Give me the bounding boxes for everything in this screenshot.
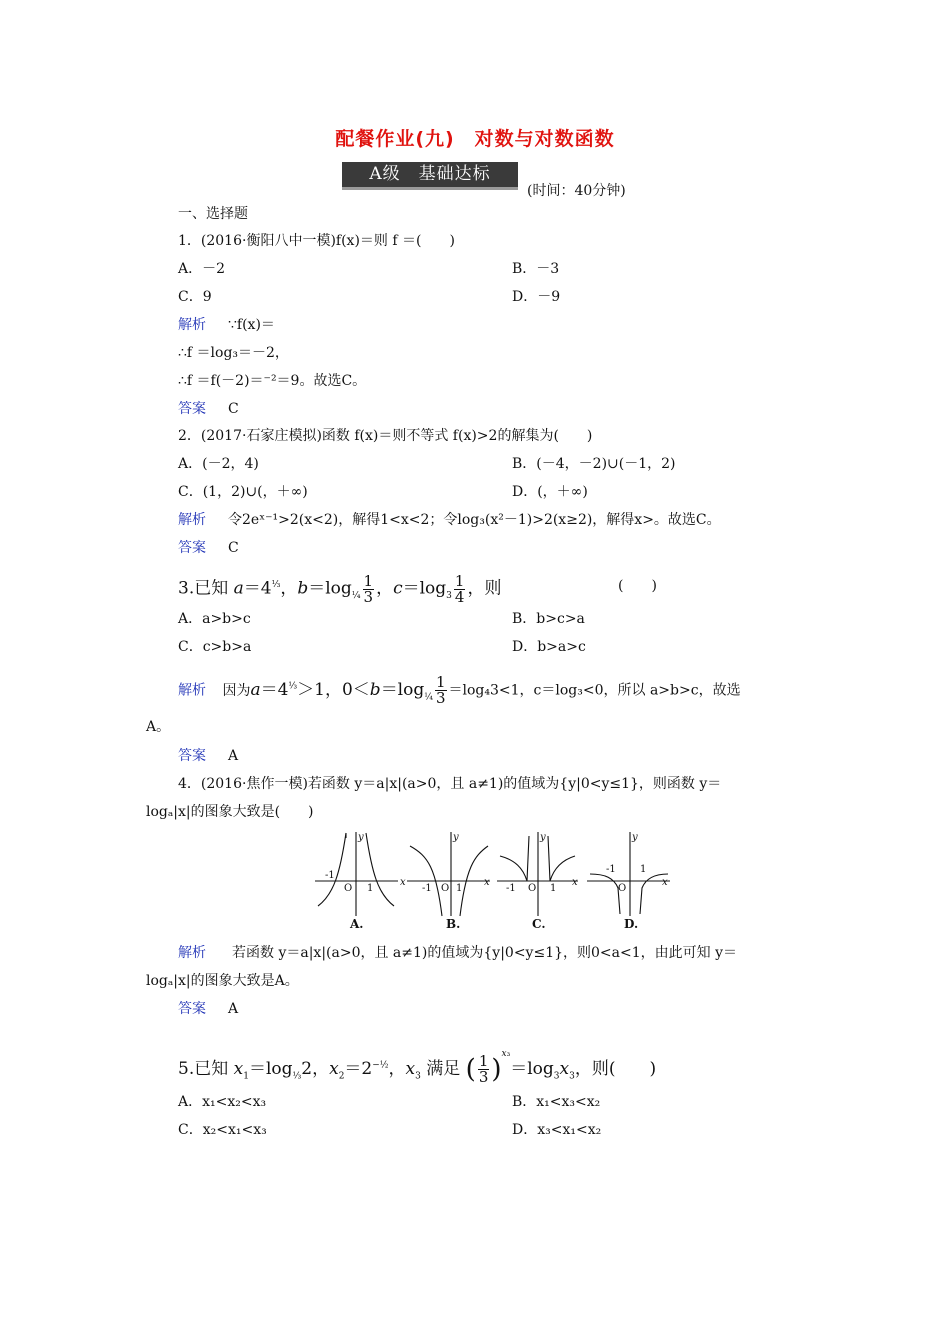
q1-answer: C — [228, 401, 239, 417]
q3-explanation-end: A。 — [146, 719, 171, 735]
svg-text:y: y — [632, 832, 638, 843]
q3-option-a: A．a>b>c — [178, 611, 251, 627]
svg-text:y: y — [540, 832, 546, 843]
q5-option-c: C．x₂<x₁<x₃ — [178, 1122, 267, 1138]
q5-stem-pre: 5.已知 — [178, 1059, 229, 1079]
q3-fraction-c: $\frac{1}{4}$ — [454, 571, 465, 606]
q1-explanation-label: 解析 — [178, 317, 206, 333]
svg-text:-1: -1 — [506, 883, 516, 894]
q3-option-c: C．c>b>a — [178, 639, 252, 655]
q1-option-d: D．－9 — [512, 289, 561, 305]
q1-option-b: B．－3 — [512, 261, 560, 277]
svg-text:O: O — [528, 883, 537, 894]
svg-text:1: 1 — [640, 864, 647, 875]
q2-answer-label: 答案 — [178, 540, 206, 556]
q3-stem: 3.已知 $a=4^{\frac{1}{3}}$，$b=\log_{\frac{1}{4}}$ $\frac{1}{3}$ ，$c=\log_3$ $\frac{1}{4}$ ，则 — [178, 571, 502, 606]
q5-stem-post: ，则( ) — [574, 1059, 657, 1079]
q4-stem-1: 4．(2016·焦作一模)若函数 y＝a|x|(a>0，且 a≠1)的值域为{y|0<y≤1}，则函数 y＝ — [178, 776, 722, 792]
q3-paren: ( ) — [618, 578, 657, 594]
q1-explanation-2: ∴f ＝log₃＝－2， — [178, 345, 289, 361]
q1-stem: 1．(2016·衡阳八中一模)f(x)＝则 f ＝( ) — [178, 233, 455, 249]
q2-answer: C — [228, 540, 239, 556]
q2-stem: 2．(2017·石家庄模拟)函数 f(x)＝则不等式 f(x)>2的解集为( ) — [178, 428, 593, 444]
q3-option-d: D．b>a>c — [512, 639, 586, 655]
q4-answer: A — [228, 1001, 239, 1017]
q4-answer-label: 答案 — [178, 1001, 206, 1017]
svg-text:y: y — [358, 832, 364, 843]
q3-explanation-post: ＝log₄3<1，c＝log₃<0，所以 a>b>c，故选 — [448, 682, 741, 699]
svg-text:x: x — [572, 877, 578, 888]
q1-answer-label: 答案 — [178, 401, 206, 417]
q3-number: 3.已知 — [178, 578, 229, 599]
q1-explanation-3: ∴f ＝f(－2)＝⁻²＝9。故选C。 — [178, 373, 367, 389]
svg-text:y: y — [453, 832, 459, 843]
q5-option-a: A．x₁<x₂<x₃ — [178, 1094, 267, 1110]
q3-explanation-label: 解析 — [178, 682, 206, 699]
q4-explanation-2: logₐ|x|的图象大致是A。 — [146, 973, 299, 989]
graph-c — [497, 832, 578, 916]
svg-text:1: 1 — [367, 883, 374, 894]
svg-text:1: 1 — [456, 883, 463, 894]
q1-option-c: C．9 — [178, 289, 212, 305]
q2-option-b: B．(－4，－2)∪(－1，2) — [512, 456, 676, 472]
time-note: (时间：40分钟) — [527, 183, 626, 199]
q3-formula-a: a — [233, 578, 244, 599]
q2-option-a: A．(－2，4) — [178, 456, 259, 472]
q3-fraction-b: $\frac{1}{3}$ — [363, 571, 374, 606]
graph-d — [587, 832, 670, 916]
q2-option-c: C．(1，2)∪(，＋∞) — [178, 484, 308, 500]
q4-graphs — [310, 828, 680, 934]
svg-text:O: O — [618, 883, 627, 894]
q3-explanation-pre: 因为 — [222, 682, 251, 699]
q1-option-a: A．－2 — [178, 261, 226, 277]
q3-answer: A — [228, 748, 239, 764]
svg-text:-1: -1 — [606, 864, 616, 875]
q2-explanation-label: 解析 — [178, 512, 206, 528]
q3-option-b: B．b>c>a — [512, 611, 585, 627]
graph-a-label: A. — [350, 917, 364, 931]
q3-answer-label: 答案 — [178, 748, 206, 764]
level-banner: A级 基础达标 — [342, 162, 518, 190]
svg-text:-1: -1 — [422, 883, 432, 894]
q2-explanation: 令2eˣ⁻¹>2(x<2)，解得1<x<2；令log₃(x²－1)>2(x≥2)，解得x>。故选C。 — [228, 512, 721, 528]
page-title: 配餐作业(九) 对数与对数函数 — [335, 128, 615, 150]
q3-explanation: 解析 因为$a=4^{\frac{1}{3}}>1$，$0<b=\log_{\frac{1}{4}}$ $\frac{1}{3}$ ＝log₄3<1，c＝log₃<0，所以 a>b>c，故选 — [178, 672, 741, 707]
graph-b-label: B. — [446, 917, 461, 931]
graph-d-label: D. — [624, 917, 639, 931]
q4-explanation-1: 若函数 y＝a|x|(a>0，且 a≠1)的值域为{y|0<y≤1}，则0<a<1，由此可知 y＝ — [232, 945, 737, 961]
svg-text:-1: -1 — [325, 870, 335, 881]
q1-explanation-1: ∵f(x)＝ — [228, 317, 275, 333]
q4-stem-2: logₐ|x|的图象大致是( ) — [146, 804, 314, 820]
q2-option-d: D．(，＋∞) — [512, 484, 588, 500]
svg-text:x: x — [662, 877, 668, 888]
section-heading: 一、选择题 — [178, 206, 248, 222]
graph-c-label: C. — [532, 917, 546, 931]
svg-text:1: 1 — [550, 883, 557, 894]
q5-option-b: B．x₁<x₃<x₂ — [512, 1094, 601, 1110]
q5-stem: 5.已知 $x_1=\log_{\frac{1}{3}}2$，$x_2=2^{-\frac{1}{2}}$，$x_3$ 满足 ( $\frac{1}{3}$ )$^{x_3}=\log_3x_3$，则( ) — [178, 1049, 657, 1086]
graph-b — [407, 832, 490, 916]
q3-tail: ，则 — [467, 578, 502, 599]
svg-text:x: x — [400, 877, 406, 888]
svg-text:O: O — [441, 883, 450, 894]
q4-explanation-label: 解析 — [178, 945, 206, 961]
q5-option-d: D．x₃<x₁<x₂ — [512, 1122, 602, 1138]
svg-text:x: x — [484, 877, 490, 888]
svg-text:O: O — [344, 883, 353, 894]
